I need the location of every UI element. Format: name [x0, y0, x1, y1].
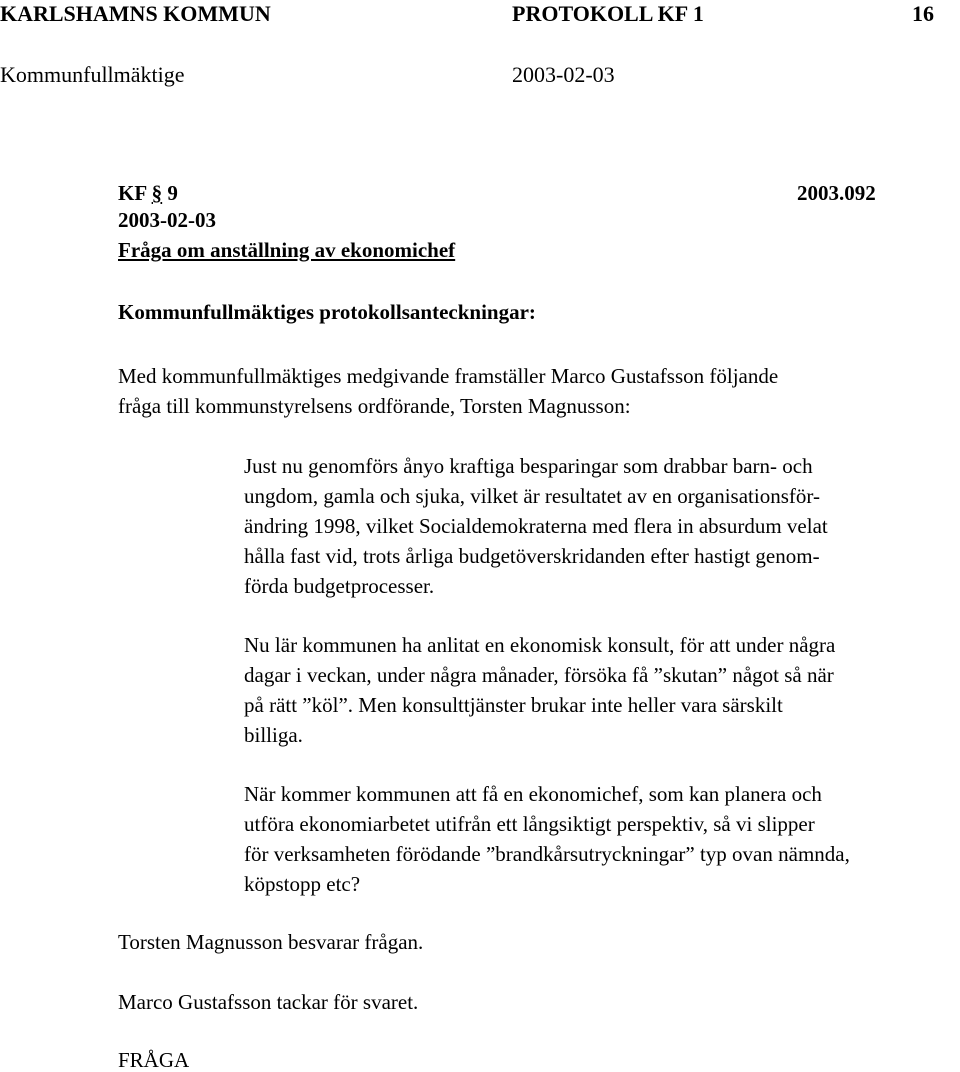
quote-line: ungdom, gamla och sjuka, vilket är resultatet av en organisationsför- [244, 484, 820, 508]
thanks-line: Marco Gustafsson tackar för svaret. [118, 990, 419, 1014]
header-date: 2003-02-03 [512, 62, 615, 87]
intro-line: fråga till kommunstyrelsens ordförande, Torsten Magnusson: [118, 394, 631, 418]
quote-line: Just nu genomförs ånyo kraftiga besparingar som drabbar barn- och [244, 454, 813, 478]
quote-line: billiga. [244, 723, 303, 747]
header-org: KARLSHAMNS KOMMUN [0, 1, 271, 26]
case-title: Fråga om anställning av ekonomichef [118, 238, 456, 262]
case-number: 2003.092 [797, 181, 876, 205]
answer-line: Torsten Magnusson besvarar frågan. [118, 930, 424, 954]
quote-line: Nu lär kommunen ha anlitat en ekonomisk konsult, för att under några [244, 633, 836, 657]
quote-line: för verksamheten förödande ”brandkårsutryckningar” typ ovan nämnda, [244, 842, 850, 866]
quote-line: När kommer kommunen att få en ekonomichef, som kan planera och [244, 782, 822, 806]
quote-line: utföra ekonomiarbetet utifrån ett långsiktigt perspektiv, så vi slipper [244, 812, 815, 836]
quote-paragraph-2 [244, 630, 835, 750]
quote-paragraph-1 [244, 451, 828, 601]
header-page-number: 16 [912, 1, 934, 26]
notes-heading: Kommunfullmäktiges protokollsanteckningar: [118, 300, 536, 324]
footer-label: FRÅGA [118, 1048, 190, 1072]
case-section [118, 183, 178, 204]
header-body: Kommunfullmäktige [0, 62, 185, 87]
case-section-label: KF [118, 181, 147, 205]
quote-paragraph-3 [244, 779, 850, 899]
quote-line: dagar i veckan, under några månader, försöka få ”skutan” något så när [244, 663, 834, 687]
quote-line: köpstopp etc? [244, 872, 361, 896]
case-section-number: 9 [167, 181, 178, 205]
quote-line: ändring 1998, vilket Socialdemokraterna med flera in absurdum velat [244, 514, 828, 538]
intro-paragraph [118, 361, 778, 421]
header-protocol: PROTOKOLL KF 1 [512, 1, 704, 26]
quote-line: förda budgetprocesser. [244, 574, 435, 598]
quote-line: på rätt ”köl”. Men konsulttjänster brukar inte heller vara särskilt [244, 693, 783, 717]
case-date: 2003-02-03 [118, 208, 216, 232]
quote-line: hålla fast vid, trots årliga budgetöverskridanden efter hastigt genom- [244, 544, 820, 568]
intro-line: Med kommunfullmäktiges medgivande framställer Marco Gustafsson följande [118, 364, 779, 388]
section-sign: § [151, 181, 163, 205]
